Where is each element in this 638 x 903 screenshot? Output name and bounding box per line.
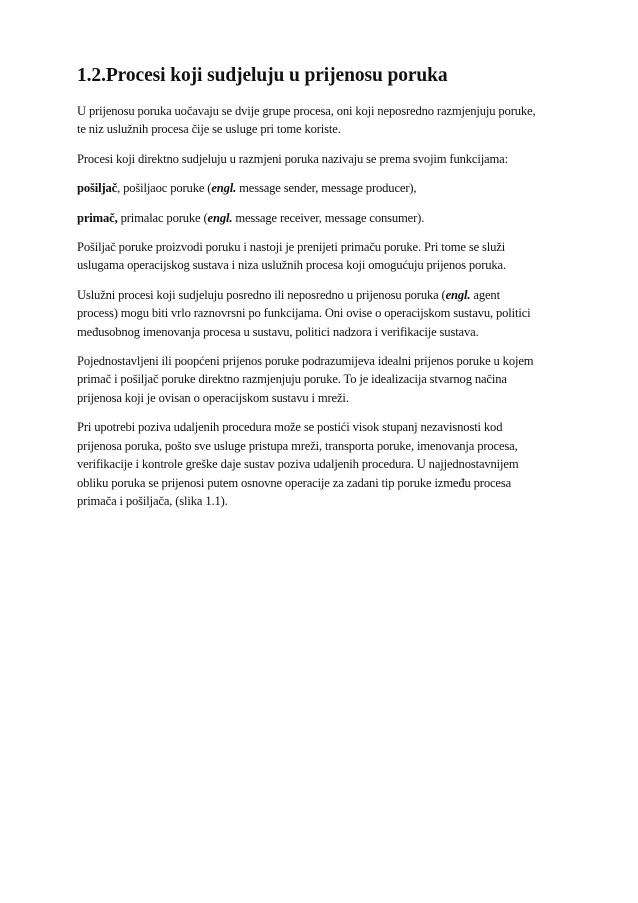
text-line: prijenosa poruka, pošto sve usluge pristupa mreži, transporta poruke, imenovanja procesa, xyxy=(77,438,518,453)
text-line: Procesi koji direktno sudjeluju u razmjeni poruka nazivaju se prema svojim funkcijama: xyxy=(77,151,508,166)
engl-abbrev: engl. xyxy=(211,181,237,196)
text-line: process) mogu biti vrlo raznovrsni po funkcijama. Oni ovise o operacijskom sustavu, politici xyxy=(77,306,531,321)
definition-text: message receiver, message consumer). xyxy=(232,210,425,225)
paragraph-text: Uslužni procesi koji sudjeluju posredno ili neposredno u prijenosu poruka ( xyxy=(77,287,446,302)
text-line xyxy=(77,286,567,304)
definition-text: primalac poruke ( xyxy=(117,210,208,225)
text-line: primača i pošiljača, (slika 1.1). xyxy=(77,493,228,508)
text-line: prijenosa koji je ovisan o operacijskom sustavu i mreži. xyxy=(77,390,349,405)
text-line: Pojednostavljeni ili poopćeni prijenos poruke podrazumijeva idealni prijenos poruke u kojem xyxy=(77,354,534,369)
document-page xyxy=(77,64,567,521)
text-line: uslugama operacijskog sustava i niza uslužnih procesa koji omogućuju prijenos poruka. xyxy=(77,258,506,273)
text-line: Pošiljač poruke proizvodi poruku i nastoji je prenijeti primaču poruke. Pri tome se služi xyxy=(77,240,506,255)
text-line: Pri upotrebi poziva udaljenih procedura može se postići visok stupanj nezavisnosti kod xyxy=(77,420,503,435)
paragraph-direct-processes xyxy=(77,150,567,168)
definition-text: , pošiljaoc poruke ( xyxy=(117,181,212,196)
text-line: međusobnog imenovanja procesa u sustavu, politici nadzora i verifikacije sustava. xyxy=(77,324,479,339)
engl-abbrev: engl. xyxy=(207,210,233,225)
text-line: te niz uslužnih procesa čije se usluge pri tome koriste. xyxy=(77,122,341,137)
paragraph-idealized-transfer xyxy=(77,352,567,407)
text-line: obliku poruka se prijenosi putem osnovne operacije za zadani tip poruke između procesa xyxy=(77,475,512,490)
paragraph-intro xyxy=(77,102,567,139)
text-line: verifikacije i kontrole greške daje sustav poziva udaljenih procedura. U najjednostavnijem xyxy=(77,457,519,472)
paragraph-sender-role xyxy=(77,238,567,275)
text-line xyxy=(77,179,567,197)
paragraph-text: agent xyxy=(470,287,500,302)
definition-text: message sender, message producer), xyxy=(236,181,417,196)
text-line: U prijenosu poruka uočavaju se dvije grupe procesa, oni koji neposredno razmjenjuju poruke, xyxy=(77,104,536,118)
term-receiver: primač, xyxy=(77,210,118,225)
text-line: primač i pošiljač poruke direktno razmjenjuju poruke. To je idealizacija stvarnog načina xyxy=(77,372,507,387)
paragraph-service-processes xyxy=(77,286,567,341)
definition-sender xyxy=(77,179,567,197)
paragraph-remote-procedures xyxy=(77,418,567,510)
definition-receiver xyxy=(77,209,567,227)
engl-abbrev: engl. xyxy=(445,287,471,302)
term-sender: pošiljač xyxy=(77,181,118,196)
text-line xyxy=(77,209,567,227)
section-heading: 1.2.Procesi koji sudjeluju u prijenosu poruka xyxy=(77,65,448,86)
